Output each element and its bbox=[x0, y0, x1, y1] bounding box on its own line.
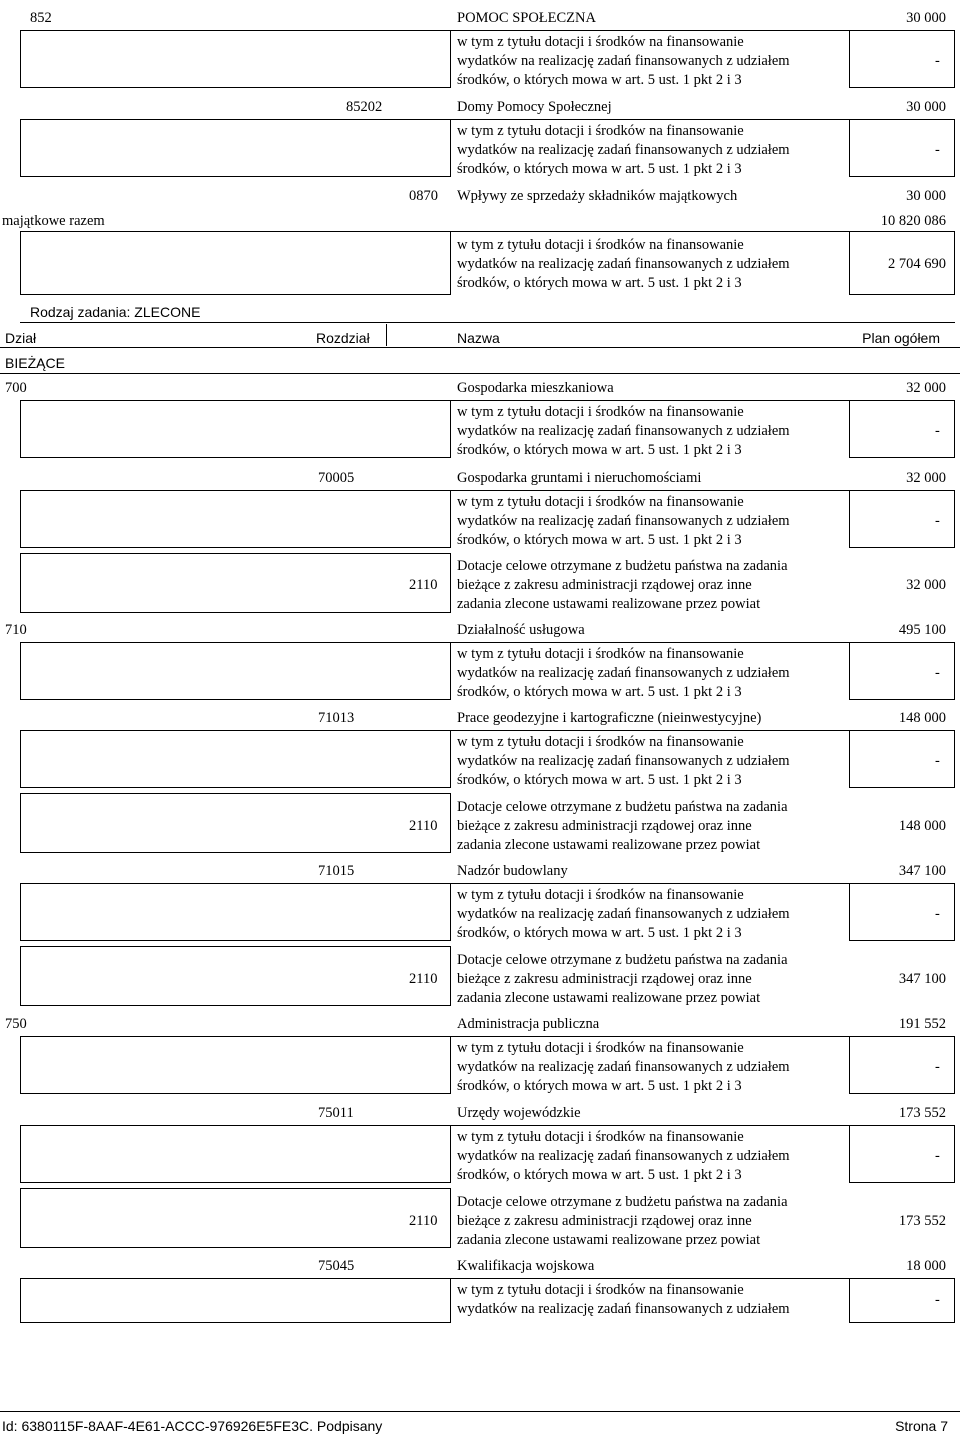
share-value: - bbox=[935, 906, 940, 922]
total-label: majątkowe razem bbox=[2, 213, 105, 229]
share-text: w tym z tytułu dotacji i środków na finansowanie wydatków na realizację zadań finansowanych z udziałem środków, o których mowa w art. 5 ust. 1 pkt 2 i 3 bbox=[457, 494, 790, 548]
section-code: 852 bbox=[30, 10, 52, 26]
grant-text: Dotacje celowe otrzymane z budżetu państwa na zadania bieżące z zakresu administracji rządowej oraz inne zadania zlecone ustawami realizowane przez powiat bbox=[457, 1194, 788, 1248]
chapter-amount: 148 000 bbox=[898, 710, 946, 726]
header-nazwa: Nazwa bbox=[457, 330, 500, 346]
paragraph-amount: 173 552 bbox=[898, 1213, 946, 1229]
section-amount: 495 100 bbox=[898, 622, 946, 638]
header-dzial: Dział bbox=[5, 330, 37, 346]
grant-text: Dotacje celowe otrzymane z budżetu państwa na zadania bieżące z zakresu administracji rządowej oraz inne zadania zlecone ustawami realizowane przez powiat bbox=[457, 799, 788, 853]
section-amount: 32 000 bbox=[906, 380, 946, 396]
task-type: Rodzaj zadania: ZLECONE bbox=[30, 304, 201, 320]
chapter-code: 75011 bbox=[318, 1105, 354, 1121]
paragraph-code: 2110 bbox=[409, 1213, 438, 1229]
section-amount: 30 000 bbox=[906, 10, 946, 26]
paragraph-code: 2110 bbox=[409, 971, 438, 987]
paragraph-name: Wpływy ze sprzedaży składników majątkowych bbox=[457, 188, 738, 204]
share-text: w tym z tytułu dotacji i środków na finansowanie wydatków na realizację zadań finansowanych z udziałem środków, o których mowa w art. 5 ust. 1 pkt 2 i 3 bbox=[457, 734, 790, 788]
current-label: BIEŻĄCE bbox=[5, 355, 65, 371]
chapter-code: 71013 bbox=[318, 710, 355, 726]
chapter-name: Kwalifikacja wojskowa bbox=[457, 1258, 595, 1274]
paragraph-code: 2110 bbox=[409, 818, 438, 834]
grant-text: Dotacje celowe otrzymane z budżetu państwa na zadania bieżące z zakresu administracji rządowej oraz inne zadania zlecone ustawami realizowane przez powiat bbox=[457, 558, 788, 612]
chapter-name: Gospodarka gruntami i nieruchomościami bbox=[457, 470, 702, 486]
document-id: Id: 6380115F-8AAF-4E61-ACCC-976926E5FE3C. Podpisany bbox=[2, 1418, 383, 1434]
chapter-name: Domy Pomocy Społecznej bbox=[457, 99, 612, 115]
share-value: - bbox=[935, 753, 940, 769]
chapter-code: 85202 bbox=[346, 99, 383, 115]
section-name: Działalność usługowa bbox=[457, 622, 585, 638]
paragraph-amount: 347 100 bbox=[898, 971, 946, 987]
share-value: - bbox=[935, 1292, 940, 1308]
share-text: w tym z tytułu dotacji i środków na finansowanie wydatków na realizację zadań finansowanych z udziałem środków, o których mowa w art. 5 ust. 1 pkt 2 i 3 bbox=[457, 123, 790, 177]
total-amount: 10 820 086 bbox=[880, 213, 946, 229]
chapter-name: Nadzór budowlany bbox=[457, 863, 568, 879]
share-text: w tym z tytułu dotacji i środków na finansowanie wydatków na realizację zadań finansowanych z udziałem bbox=[457, 1282, 790, 1317]
chapter-amount: 32 000 bbox=[906, 470, 946, 486]
header-plan: Plan ogółem bbox=[862, 330, 940, 346]
share-text: w tym z tytułu dotacji i środków na finansowanie wydatków na realizację zadań finansowanych z udziałem środków, o których mowa w art. 5 ust. 1 pkt 2 i 3 bbox=[457, 404, 790, 458]
paragraph-amount: 148 000 bbox=[898, 818, 946, 834]
chapter-amount: 18 000 bbox=[906, 1258, 946, 1274]
chapter-code: 70005 bbox=[318, 470, 355, 486]
share-value: - bbox=[935, 423, 940, 439]
share-value: - bbox=[935, 1059, 940, 1075]
paragraph-amount: 30 000 bbox=[906, 188, 946, 204]
chapter-name: Prace geodezyjne i kartograficzne (nieinwestycyjne) bbox=[457, 710, 762, 726]
section-amount: 191 552 bbox=[898, 1016, 946, 1032]
page-number: Strona 7 bbox=[895, 1418, 948, 1434]
paragraph-code: 2110 bbox=[409, 577, 438, 593]
share-value: - bbox=[935, 53, 940, 69]
chapter-amount: 347 100 bbox=[898, 863, 946, 879]
share-text: w tym z tytułu dotacji i środków na finansowanie wydatków na realizację zadań finansowanych z udziałem środków, o których mowa w art. 5 ust. 1 pkt 2 i 3 bbox=[457, 34, 790, 88]
section-code: 750 bbox=[5, 1016, 27, 1032]
section-name: Administracja publiczna bbox=[457, 1016, 600, 1032]
header-rozdzial: Rozdział bbox=[316, 330, 370, 346]
chapter-code: 71015 bbox=[318, 863, 355, 879]
share-value: - bbox=[935, 142, 940, 158]
share-text: w tym z tytułu dotacji i środków na finansowanie wydatków na realizację zadań finansowanych z udziałem środków, o których mowa w art. 5 ust. 1 pkt 2 i 3 bbox=[457, 646, 790, 700]
total-share: 2 704 690 bbox=[888, 256, 946, 272]
share-value: - bbox=[935, 1148, 940, 1164]
share-value: - bbox=[935, 513, 940, 529]
share-text: w tym z tytułu dotacji i środków na finansowanie wydatków na realizację zadań finansowanych z udziałem środków, o których mowa w art. 5 ust. 1 pkt 2 i 3 bbox=[457, 1129, 790, 1183]
grant-text: Dotacje celowe otrzymane z budżetu państwa na zadania bieżące z zakresu administracji rządowej oraz inne zadania zlecone ustawami realizowane przez powiat bbox=[457, 952, 788, 1006]
share-text: w tym z tytułu dotacji i środków na finansowanie wydatków na realizację zadań finansowanych z udziałem środków, o których mowa w art. 5 ust. 1 pkt 2 i 3 bbox=[457, 237, 790, 291]
section-code: 700 bbox=[5, 380, 27, 396]
section-name: Gospodarka mieszkaniowa bbox=[457, 380, 614, 396]
share-value: - bbox=[935, 665, 940, 681]
paragraph-code: 0870 bbox=[409, 188, 438, 204]
paragraph-amount: 32 000 bbox=[906, 577, 946, 593]
chapter-amount: 173 552 bbox=[898, 1105, 946, 1121]
share-text: w tym z tytułu dotacji i środków na finansowanie wydatków na realizację zadań finansowanych z udziałem środków, o których mowa w art. 5 ust. 1 pkt 2 i 3 bbox=[457, 1040, 790, 1094]
section-name: POMOC SPOŁECZNA bbox=[457, 10, 596, 26]
chapter-name: Urzędy wojewódzkie bbox=[457, 1105, 581, 1121]
chapter-code: 75045 bbox=[318, 1258, 355, 1274]
chapter-amount: 30 000 bbox=[906, 99, 946, 115]
share-text: w tym z tytułu dotacji i środków na finansowanie wydatków na realizację zadań finansowanych z udziałem środków, o których mowa w art. 5 ust. 1 pkt 2 i 3 bbox=[457, 887, 790, 941]
section-code: 710 bbox=[5, 622, 27, 638]
